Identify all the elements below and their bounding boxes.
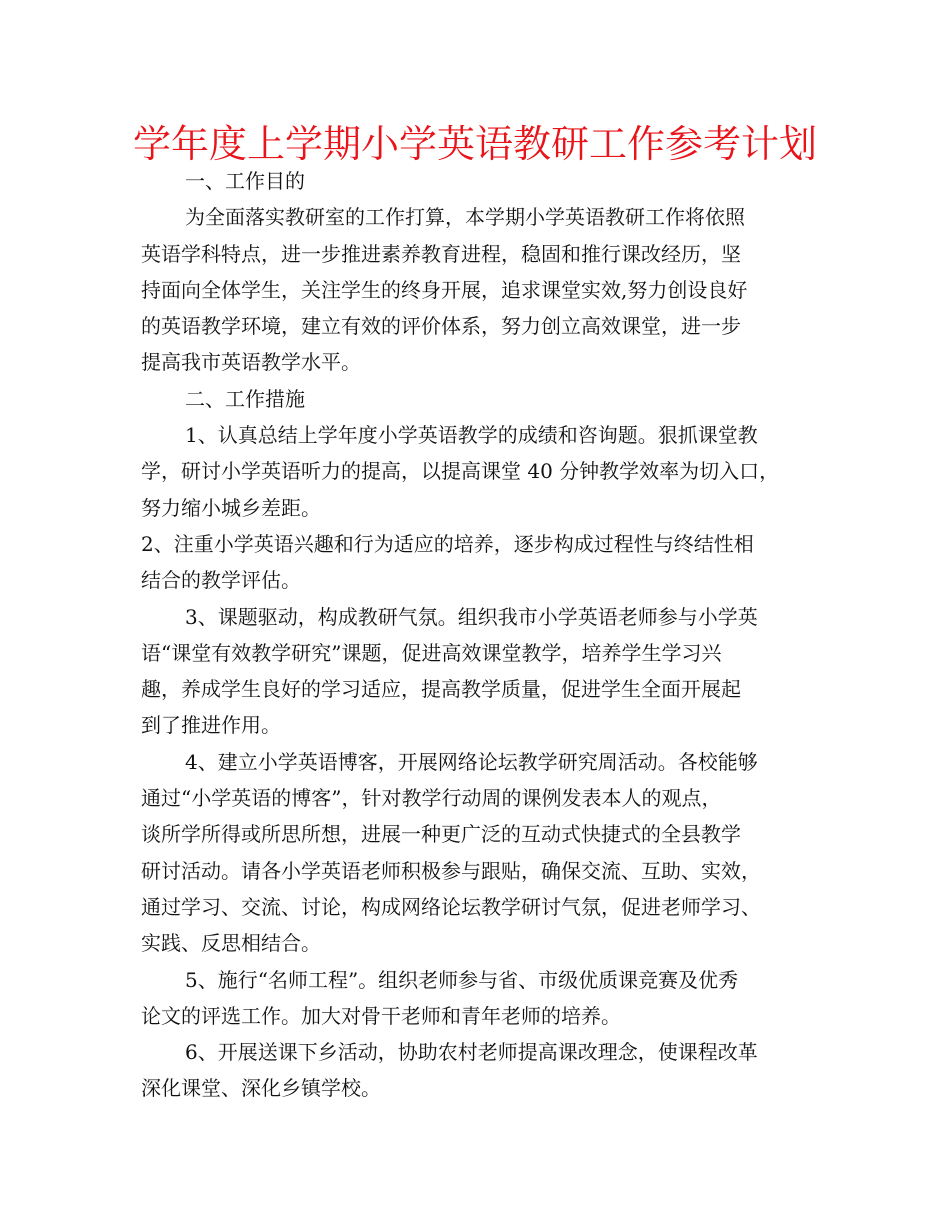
body-line: 结合的教学评估。	[141, 568, 301, 593]
body-line: 二、工作措施	[185, 386, 305, 411]
body-line: 通过学习、交流、讨论，构成网络论坛教学研讨气氛，促进老师学习、	[141, 894, 761, 919]
body-line: 努力缩小城乡差距。	[141, 495, 321, 520]
body-line: 实践、反思相结合。	[141, 931, 321, 956]
body-line: 英语学科特点，进一步推进素养教育进程，稳固和推行课改经历，坚	[141, 241, 741, 266]
body-line: 论文的评选工作。加大对骨干老师和青年老师的培养。	[141, 1003, 621, 1028]
body-line: 研讨活动。请各小学英语老师积极参与跟贴，确保交流、互助、实效，	[141, 858, 761, 883]
body-line: 4、建立小学英语博客，开展网络论坛教学研究周活动。各校能够	[185, 749, 758, 774]
body-line: 谈所学所得或所思所想，进展一种更广泛的互动式快捷式的全县教学	[141, 822, 741, 847]
body-line: 持面向全体学生，关注学生的终身开展，追求课堂实效,努力创设良好	[141, 277, 748, 302]
body-line: 通过“小学英语的博客”，针对教学行动周的课例发表本人的观点，	[141, 786, 722, 811]
body-line: 1、认真总结上学年度小学英语教学的成绩和咨询题。狠抓课堂教	[185, 423, 758, 448]
body-line: 提高我市英语教学水平。	[141, 350, 361, 375]
body-line: 5、施行“名师工程”。组织老师参与省、市级优质课竞赛及优秀	[185, 967, 739, 992]
body-line: 深化课堂、深化乡镇学校。	[141, 1076, 381, 1101]
body-line: 语“课堂有效教学研究”课题，促进高效课堂教学，培养学生学习兴	[141, 640, 722, 665]
document-body	[141, 163, 831, 1107]
body-line: 的英语教学环境，建立有效的评价体系，努力创立高效课堂，进一步	[141, 314, 741, 339]
body-line: 6、开展送课下乡活动，协助农村老师提高课改理念，使课程改革	[185, 1040, 758, 1065]
body-line: 为全面落实教研室的工作打算，本学期小学英语教研工作将依照	[185, 205, 745, 230]
body-line: 一、工作目的	[185, 169, 305, 193]
body-line: 2、注重小学英语兴趣和行为适应的培养，逐步构成过程性与终结性相	[141, 531, 754, 556]
body-line: 到了推进作用。	[141, 713, 281, 738]
body-line: 趣，养成学生良好的学习适应，提高教学质量，促进学生全面开展起	[141, 677, 741, 702]
document-title: 学年度上学期小学英语教研工作参考计划	[132, 122, 817, 166]
body-line: 3、课题驱动，构成教研气氛。组织我市小学英语老师参与小学英	[185, 604, 758, 629]
body-line: 学，研讨小学英语听力的提高，以提高课堂 40 分钟教学效率为切入口，	[141, 459, 780, 484]
